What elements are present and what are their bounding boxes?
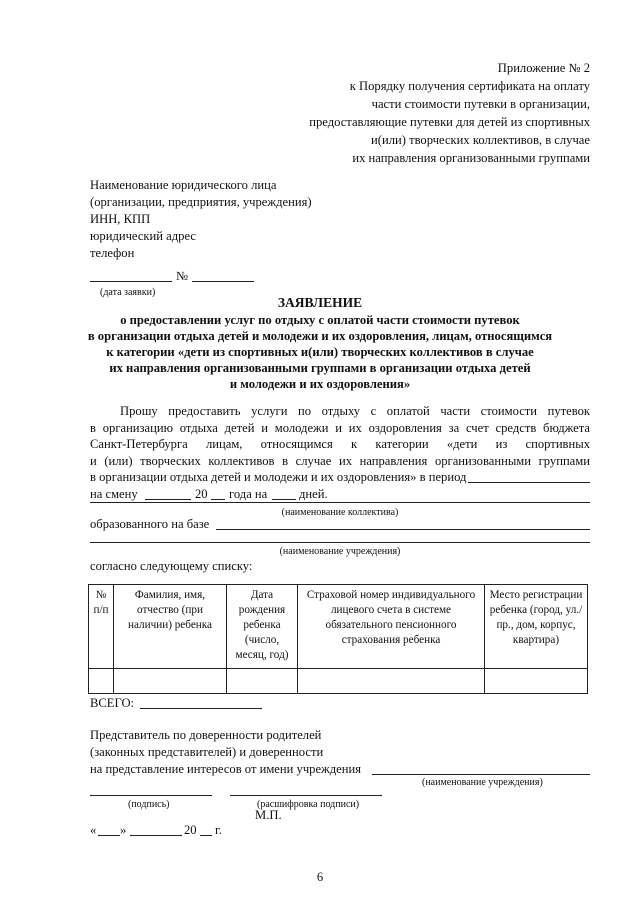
table-header-row <box>89 585 588 669</box>
total-field[interactable] <box>140 708 262 709</box>
applicant-line: телефон <box>90 246 135 260</box>
shift-prefix: на смену <box>90 487 138 501</box>
day-field[interactable] <box>98 835 120 836</box>
header-number: № п/п <box>89 585 114 669</box>
children-table <box>88 584 588 694</box>
appendix-line: их направления организованными группами <box>352 151 590 165</box>
body-line: в организацию отдыха детей и молодежи и их оздоровления за счет средств бюджета <box>90 421 590 435</box>
appendix-line: и(или) творческих коллективов, в случае <box>371 133 590 147</box>
body-line: и (или) творческих коллективов в случае их направления организованными группами <box>90 454 590 468</box>
date-year-field[interactable] <box>200 835 212 836</box>
subtitle-line: к категории «дети из спортивных и(или) творческих коллективов в случае <box>106 345 534 359</box>
cell[interactable] <box>114 669 227 694</box>
period-field[interactable] <box>468 482 590 483</box>
signature-caption: (подпись) <box>128 799 170 810</box>
shift-year: 20 <box>195 487 208 501</box>
date-year: 20 <box>184 823 197 837</box>
body-line: в организации отдыха детей и молодежи и их оздоровления» в период <box>90 470 467 484</box>
number-field[interactable] <box>192 281 254 282</box>
cell[interactable] <box>298 669 485 694</box>
signature-field[interactable] <box>90 795 212 796</box>
header-birthdate: Дата рождения ребенка (число, месяц, год) <box>227 585 298 669</box>
quote-open: « <box>90 823 97 837</box>
applicant-line: юридический адрес <box>90 229 196 243</box>
collective-caption: (наименование коллектива) <box>281 507 399 518</box>
header-address: Место регистрации ребенка (город, ул./пр., дом, корпус, квартира) <box>485 585 588 669</box>
document-title: ЗАЯВЛЕНИЕ <box>277 295 363 310</box>
table-row <box>89 669 588 694</box>
based-on-label: образованного на базе <box>90 517 210 531</box>
rep-caption: (наименование учреждения) <box>422 777 543 788</box>
representative-line: на представление интересов от имени учреждения <box>90 762 362 776</box>
appendix-line: к Порядку получения сертификата на оплату <box>349 79 590 93</box>
shift-field[interactable] <box>145 499 191 500</box>
base-field[interactable] <box>216 529 590 530</box>
subtitle-line: в организации отдыха детей и молодежи и их оздоровления, лицам, относящимся <box>87 329 553 343</box>
appendix-line: части стоимости путевки в организации, <box>371 97 590 111</box>
subtitle-line: и молодежи и их оздоровления» <box>229 377 411 391</box>
page-number: 6 <box>316 870 324 884</box>
cell[interactable] <box>485 669 588 694</box>
collective-field[interactable] <box>90 502 590 503</box>
date-caption: (дата заявки) <box>100 287 156 298</box>
shift-mid: года на <box>229 487 268 501</box>
cell[interactable] <box>227 669 298 694</box>
cell[interactable] <box>89 669 114 694</box>
total-label: ВСЕГО: <box>90 696 135 710</box>
decode-caption: (расшифровка подписи) <box>257 799 360 810</box>
appendix-line: предоставляющие путевки для детей из спортивных <box>309 115 590 129</box>
appendix-line: Приложение № 2 <box>497 61 590 75</box>
body-line: Прошу предоставить услуги по отдыху с оплатой части стоимости путевок <box>120 404 590 418</box>
date-field[interactable] <box>90 281 172 282</box>
decode-field[interactable] <box>230 795 382 796</box>
applicant-line: ИНН, КПП <box>90 212 151 226</box>
applicant-line: (организации, предприятия, учреждения) <box>90 195 312 209</box>
applicant-line: Наименование юридического лица <box>90 178 277 192</box>
subtitle-line: о предоставлении услуг по отдыху с оплатой части стоимости путевок <box>120 313 520 327</box>
days-field[interactable] <box>272 499 296 500</box>
representative-line: (законных представителей) и доверенности <box>90 745 324 759</box>
number-sign: № <box>176 269 189 283</box>
body-line: Санкт-Петербурга лицам, относящимся к категории «дети из спортивных <box>90 437 590 451</box>
institution-caption: (наименование учреждения) <box>279 546 401 557</box>
subtitle-line: их направления организованными группами в организации отдыха детей <box>109 361 531 375</box>
header-name: Фамилия, имя, отчество (при наличии) ребенка <box>114 585 227 669</box>
list-intro: согласно следующему списку: <box>90 559 253 573</box>
representative-line: Представитель по доверенности родителей <box>90 728 322 742</box>
institution-field[interactable] <box>90 542 590 543</box>
month-field[interactable] <box>130 835 182 836</box>
year-field[interactable] <box>211 499 225 500</box>
quote-close: » <box>120 823 127 837</box>
shift-suffix: дней. <box>299 487 328 501</box>
stamp-label: М.П. <box>255 808 282 822</box>
header-snils: Страховой номер индивидуального лицевого счета в системе обязательного пенсионного страхования ребенка <box>298 585 485 669</box>
date-suffix: г. <box>215 823 222 837</box>
